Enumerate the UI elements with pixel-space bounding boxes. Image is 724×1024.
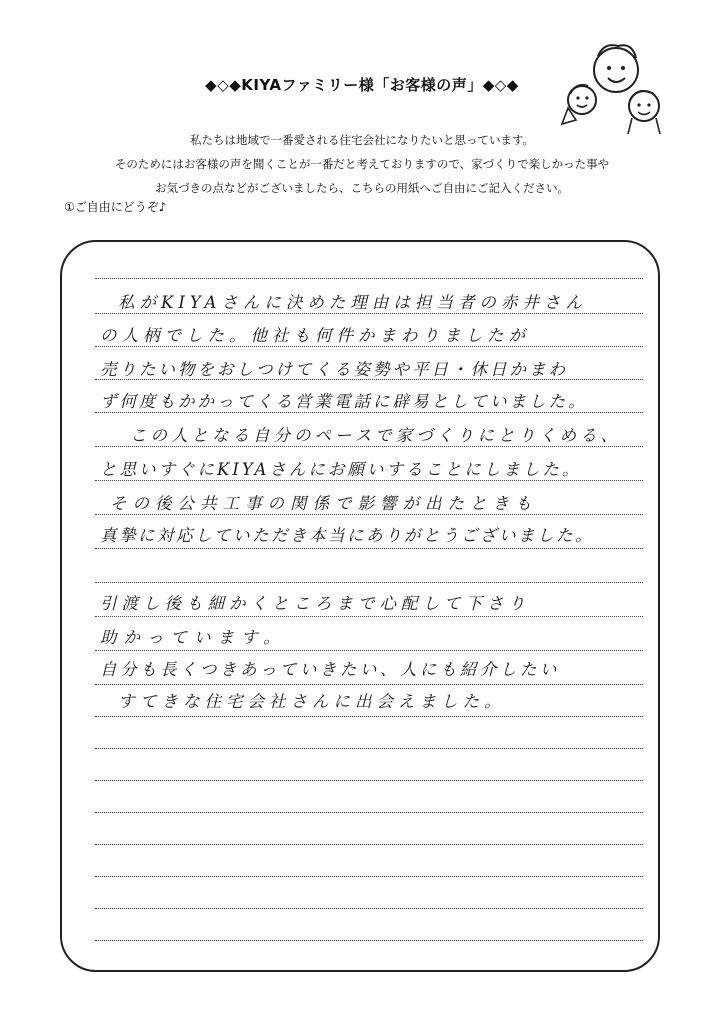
handwritten-line: すてきな住宅会社さんに出会えました。 bbox=[118, 692, 506, 711]
handwritten-line bbox=[100, 556, 660, 582]
handwritten-line: この人となる自分のペースで家づくりにとりくめる、 bbox=[130, 426, 622, 445]
intro-line: お気づきの点などがございましたら、こちらの用紙へご自由にご記入ください。 bbox=[155, 181, 569, 195]
intro-text bbox=[0, 128, 724, 200]
ruled-line bbox=[95, 780, 643, 781]
ruled-line bbox=[95, 278, 643, 279]
ruled-line bbox=[95, 940, 643, 941]
handwritten-line: ず何度もかかってくる営業電話に辟易としていました。 bbox=[100, 392, 588, 411]
ruled-line bbox=[95, 812, 643, 813]
section-label: ①ご自由にどうぞ♪ bbox=[64, 200, 167, 214]
handwritten-line: 私がKIYAさんに決めた理由は担当者の赤井さん bbox=[118, 293, 587, 312]
ruled-line bbox=[95, 748, 643, 749]
ruled-line bbox=[95, 876, 643, 877]
handwritten-line: 真摯に対応していただき本当にありがとうございました。 bbox=[100, 526, 594, 545]
handwritten-line: の人柄でした。他社も何件かまわりましたが bbox=[100, 326, 530, 345]
ruled-line bbox=[95, 684, 643, 685]
handwritten-line: 助かっています。 bbox=[100, 628, 287, 647]
handwritten-line: 売りたい物をおしつけてくる姿勢や平日・休日かまわ bbox=[100, 360, 568, 379]
intro-line: 私たちは地域で一番愛される住宅会社になりたいと思っています。 bbox=[189, 133, 535, 147]
handwritten-line: その後公共工事の関係で影響が出たときも bbox=[110, 494, 538, 513]
ruled-line bbox=[95, 548, 643, 549]
intro-line: そのためにはお客様の声を聞くことが一番だと考えておりますので、家づくりで楽しかった事や bbox=[114, 157, 610, 171]
handwritten-line: 引渡し後も細かくところまで心配して下さり bbox=[100, 594, 530, 613]
ruled-line bbox=[95, 650, 643, 651]
page-title: ◆◇◆KIYAファミリー様「お客様の声」◆◇◆ bbox=[205, 76, 519, 94]
ruled-line bbox=[95, 716, 643, 717]
ruled-line bbox=[95, 844, 643, 845]
handwritten-line: 自分も長くつきあっていきたい、人にも紹介したい bbox=[100, 660, 560, 679]
ruled-line bbox=[95, 908, 643, 909]
ruled-line bbox=[95, 616, 643, 617]
family-mascot-icon bbox=[548, 38, 668, 138]
handwritten-line: と思いすぐにKIYAさんにお願いすることにしました。 bbox=[100, 460, 582, 479]
ruled-line bbox=[95, 582, 643, 583]
